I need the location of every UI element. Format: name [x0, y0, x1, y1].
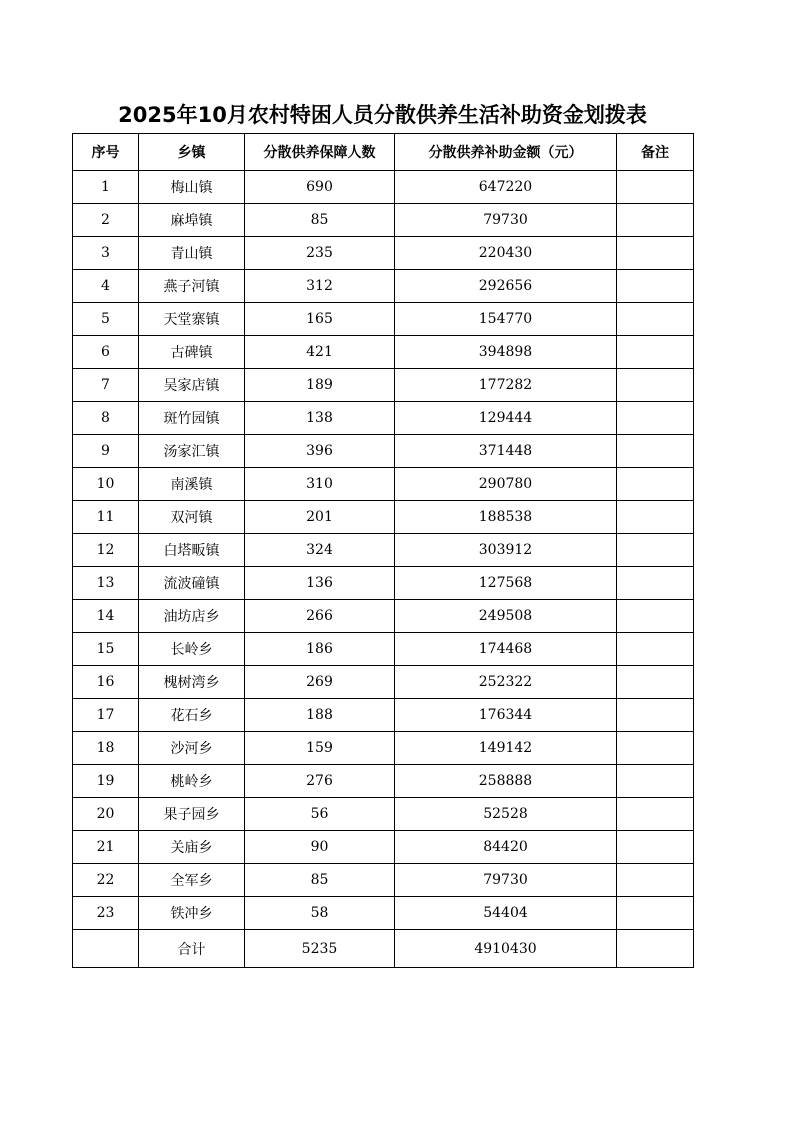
index-cell: 22: [73, 864, 139, 897]
town-cell: 梅山镇: [139, 171, 245, 204]
amount-cell: 177282: [395, 369, 617, 402]
table-row: [73, 633, 694, 666]
amount-cell: 188538: [395, 501, 617, 534]
amount-cell: 79730: [395, 864, 617, 897]
table-row: [73, 171, 694, 204]
persons-cell: 312: [245, 270, 395, 303]
remark-cell: [617, 600, 694, 633]
town-cell: 汤家汇镇: [139, 435, 245, 468]
amount-cell: 252322: [395, 666, 617, 699]
index-cell: 2: [73, 204, 139, 237]
index-cell: 17: [73, 699, 139, 732]
town-cell: 花石乡: [139, 699, 245, 732]
persons-cell: 159: [245, 732, 395, 765]
index-cell: 4: [73, 270, 139, 303]
remark-cell: [617, 864, 694, 897]
persons-cell: 396: [245, 435, 395, 468]
index-cell: 20: [73, 798, 139, 831]
remark-cell: [617, 468, 694, 501]
town-cell: 白塔畈镇: [139, 534, 245, 567]
town-cell: 关庙乡: [139, 831, 245, 864]
index-cell: 7: [73, 369, 139, 402]
town-cell: 流波䃥镇: [139, 567, 245, 600]
amount-cell: 54404: [395, 897, 617, 930]
table-row: [73, 534, 694, 567]
index-cell: 10: [73, 468, 139, 501]
index-cell: 19: [73, 765, 139, 798]
town-cell: 古碑镇: [139, 336, 245, 369]
amount-cell: 127568: [395, 567, 617, 600]
header-persons: 分散供养保障人数: [245, 134, 395, 171]
table-row: [73, 600, 694, 633]
table-row: [73, 237, 694, 270]
remark-cell: [617, 336, 694, 369]
remark-cell: [617, 831, 694, 864]
header-town: 乡镇: [139, 134, 245, 171]
persons-cell: 276: [245, 765, 395, 798]
table-row: [73, 270, 694, 303]
persons-cell: 186: [245, 633, 395, 666]
remark-cell: [617, 402, 694, 435]
amount-cell: 647220: [395, 171, 617, 204]
remark-cell: [617, 798, 694, 831]
amount-cell: 176344: [395, 699, 617, 732]
total-amount-cell: 4910430: [395, 930, 617, 968]
index-cell: 13: [73, 567, 139, 600]
town-cell: 青山镇: [139, 237, 245, 270]
table-row: [73, 897, 694, 930]
index-cell: 8: [73, 402, 139, 435]
amount-cell: 79730: [395, 204, 617, 237]
persons-cell: 235: [245, 237, 395, 270]
remark-cell: [617, 567, 694, 600]
amount-cell: 258888: [395, 765, 617, 798]
table-row: [73, 204, 694, 237]
table-body: [73, 171, 694, 930]
town-cell: 长岭乡: [139, 633, 245, 666]
amount-cell: 84420: [395, 831, 617, 864]
header-index: 序号: [73, 134, 139, 171]
table-row: [73, 864, 694, 897]
table-row: [73, 732, 694, 765]
table-row: [73, 798, 694, 831]
index-cell: 15: [73, 633, 139, 666]
amount-cell: 303912: [395, 534, 617, 567]
town-cell: 麻埠镇: [139, 204, 245, 237]
index-cell: 6: [73, 336, 139, 369]
remark-cell: [617, 237, 694, 270]
amount-cell: 290780: [395, 468, 617, 501]
persons-cell: 85: [245, 204, 395, 237]
total-remark-cell: [617, 930, 694, 968]
header-amount: 分散供养补助金额（元）: [395, 134, 617, 171]
table-row: [73, 765, 694, 798]
remark-cell: [617, 897, 694, 930]
header-remark: 备注: [617, 134, 694, 171]
index-cell: 18: [73, 732, 139, 765]
index-cell: 5: [73, 303, 139, 336]
remark-cell: [617, 699, 694, 732]
persons-cell: 90: [245, 831, 395, 864]
persons-cell: 690: [245, 171, 395, 204]
table-row: [73, 435, 694, 468]
index-cell: 16: [73, 666, 139, 699]
table-header-row: [73, 134, 694, 171]
table-row: [73, 699, 694, 732]
amount-cell: 174468: [395, 633, 617, 666]
index-cell: 23: [73, 897, 139, 930]
persons-cell: 138: [245, 402, 395, 435]
allocation-table: [72, 133, 694, 968]
town-cell: 油坊店乡: [139, 600, 245, 633]
amount-cell: 52528: [395, 798, 617, 831]
page-title: 2025年10月农村特困人员分散供养生活补助资金划拨表: [118, 103, 647, 127]
amount-cell: 220430: [395, 237, 617, 270]
amount-cell: 394898: [395, 336, 617, 369]
table-row: [73, 369, 694, 402]
persons-cell: 324: [245, 534, 395, 567]
town-cell: 沙河乡: [139, 732, 245, 765]
table-row: [73, 468, 694, 501]
town-cell: 双河镇: [139, 501, 245, 534]
remark-cell: [617, 171, 694, 204]
index-cell: 12: [73, 534, 139, 567]
town-cell: 南溪镇: [139, 468, 245, 501]
table-row: [73, 501, 694, 534]
persons-cell: 421: [245, 336, 395, 369]
remark-cell: [617, 303, 694, 336]
index-cell: 3: [73, 237, 139, 270]
remark-cell: [617, 765, 694, 798]
amount-cell: 371448: [395, 435, 617, 468]
persons-cell: 56: [245, 798, 395, 831]
amount-cell: 149142: [395, 732, 617, 765]
remark-cell: [617, 534, 694, 567]
table-row: [73, 402, 694, 435]
index-cell: 14: [73, 600, 139, 633]
table-row: [73, 303, 694, 336]
remark-cell: [617, 732, 694, 765]
persons-cell: 58: [245, 897, 395, 930]
table-row: [73, 666, 694, 699]
persons-cell: 165: [245, 303, 395, 336]
remark-cell: [617, 369, 694, 402]
remark-cell: [617, 270, 694, 303]
total-label-cell: 合计: [139, 930, 245, 968]
table-row: [73, 567, 694, 600]
town-cell: 斑竹园镇: [139, 402, 245, 435]
town-cell: 吴家店镇: [139, 369, 245, 402]
amount-cell: 249508: [395, 600, 617, 633]
total-index-cell: [73, 930, 139, 968]
remark-cell: [617, 501, 694, 534]
total-persons-cell: 5235: [245, 930, 395, 968]
total-row: [73, 930, 694, 968]
remark-cell: [617, 204, 694, 237]
town-cell: 全军乡: [139, 864, 245, 897]
amount-cell: 154770: [395, 303, 617, 336]
persons-cell: 269: [245, 666, 395, 699]
index-cell: 21: [73, 831, 139, 864]
amount-cell: 129444: [395, 402, 617, 435]
town-cell: 燕子河镇: [139, 270, 245, 303]
remark-cell: [617, 633, 694, 666]
remark-cell: [617, 435, 694, 468]
persons-cell: 201: [245, 501, 395, 534]
persons-cell: 310: [245, 468, 395, 501]
index-cell: 9: [73, 435, 139, 468]
persons-cell: 85: [245, 864, 395, 897]
persons-cell: 188: [245, 699, 395, 732]
town-cell: 铁冲乡: [139, 897, 245, 930]
town-cell: 槐树湾乡: [139, 666, 245, 699]
index-cell: 11: [73, 501, 139, 534]
index-cell: 1: [73, 171, 139, 204]
town-cell: 桃岭乡: [139, 765, 245, 798]
table-row: [73, 336, 694, 369]
town-cell: 天堂寨镇: [139, 303, 245, 336]
table-row: [73, 831, 694, 864]
persons-cell: 136: [245, 567, 395, 600]
town-cell: 果子园乡: [139, 798, 245, 831]
persons-cell: 266: [245, 600, 395, 633]
remark-cell: [617, 666, 694, 699]
persons-cell: 189: [245, 369, 395, 402]
amount-cell: 292656: [395, 270, 617, 303]
